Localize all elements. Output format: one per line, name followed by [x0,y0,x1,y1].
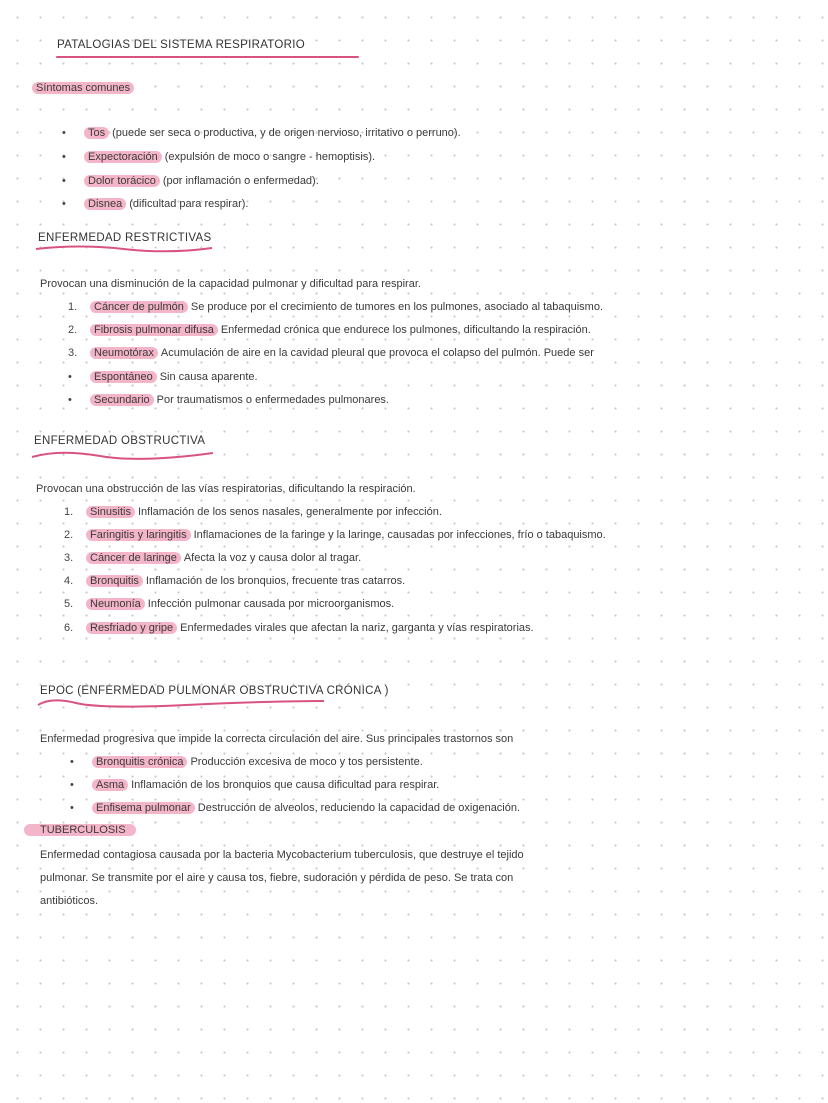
list-item [70,800,520,816]
restrictivas-heading: ENFERMEDAD RESTRICTIVAS [38,232,212,244]
item-description: (puede ser seca o productiva, y de origen nervioso, irritativo o perruno). [112,127,461,139]
tuberculosis-text: Enfermedad contagiosa causada por la bacteria Mycobacterium tuberculosis, que destruye el tejido [40,849,524,861]
item-description: Infección pulmonar causada por microorganismos. [147,598,395,610]
list-marker: 1. [64,506,74,518]
wavy-underline [36,697,326,711]
tuberculosis-text: antibióticos. [40,895,99,907]
highlighted-term: Sinusitis [86,506,135,518]
item-description: Inflamación de los bronquios, frecuente tras catarros. [145,575,406,587]
list-marker: • [62,127,66,139]
highlighted-term: Asma [92,779,128,791]
list-item [62,149,375,165]
list-marker: 3. [68,347,78,359]
epoc-intro: Enfermedad progresiva que impide la correcta circulación del aire. Sus principales trastornos son [40,733,514,745]
list-marker: 6. [64,622,74,634]
list-item [68,392,389,408]
list-item [68,369,258,385]
list-marker: 2. [68,324,78,336]
list-marker: 4. [64,575,74,587]
obstructiva-intro: Provocan una obstrucción de las vías respiratorias, dificultando la respiración. [36,483,416,495]
list-marker: • [70,802,74,814]
list-item [64,596,394,612]
list-marker: 3. [64,552,74,564]
highlighted-term: Espontáneo [90,371,157,383]
highlighted-term: Secundario [90,394,154,406]
list-item [64,550,361,566]
highlighted-term: Neumonía [86,598,145,610]
list-marker: • [62,175,66,187]
highlighted-term: Bronquitis [86,575,143,587]
tuberculosis-heading: TUBERCULOSIS [24,822,139,838]
list-item [64,527,606,543]
highlighted-term: Bronquitis crónica [92,756,187,768]
item-description: (expulsión de moco o sangre - hemoptisis). [164,151,376,163]
wavy-underline [30,447,215,461]
item-description: Sin causa aparente. [159,371,258,383]
highlighted-term: Fibrosis pulmonar difusa [90,324,218,336]
item-description: Enfermedades virales que afectan la nariz, garganta y vías respiratorias. [180,622,534,634]
list-item [70,777,439,793]
highlighted-term: Tos [84,127,109,139]
page-title: PATALOGIAS DEL SISTEMA RESPIRATORIO [57,39,306,51]
sintomas-heading: Síntomas comunes [32,80,137,96]
tuberculosis-text: pulmonar. Se transmite por el aire y causa tos, fiebre, sudoración y pérdida de peso. Se trata con [40,872,514,884]
item-description: Producción excesiva de moco y tos persistente. [190,756,423,768]
item-description: Se produce por el crecimiento de tumores en los pulmones, asociado al tabaquismo. [190,301,604,313]
highlighted-term: Cáncer de pulmón [90,301,188,313]
obstructiva-heading: ENFERMEDAD OBSTRUCTIVA [34,435,206,447]
list-item [64,573,405,589]
item-description: Acumulación de aire en la cavidad pleural que provoca el colapso del pulmón. Puede ser [160,347,594,359]
item-description: Inflamaciones de la faringe y la laringe, causadas por infecciones, frío o tabaquismo. [193,529,606,541]
list-marker: • [68,371,72,383]
list-item [68,322,591,338]
item-description: Por traumatismos o enfermedades pulmonares. [156,394,389,406]
item-description: Enfermedad crónica que endurece los pulmones, dificultando la respiración. [220,324,591,336]
highlighted-term: Expectoración [84,151,162,163]
wavy-underline [34,244,214,254]
list-item [68,345,594,361]
list-marker: • [62,151,66,163]
list-item [62,196,248,212]
list-marker: 2. [64,529,74,541]
list-marker: • [62,198,66,210]
highlighted-term: Neumotórax [90,347,158,359]
epoc-heading: EPOC (ENFERMEDAD PULMONAR OBSTRUCTIVA CRÓNICA ) [40,685,389,697]
item-description: Afecta la voz y causa dolor al tragar. [183,552,362,564]
highlighted-term: Resfriado y gripe [86,622,177,634]
highlighted-term: Disnea [84,198,126,210]
list-item [64,620,534,636]
highlighted-term: Cáncer de laringe [86,552,181,564]
list-marker: • [70,756,74,768]
list-item [68,299,603,315]
item-description: Inflamación de los bronquios que causa dificultad para respirar. [131,779,440,791]
list-item [64,504,442,520]
highlighted-term: Dolor torácico [84,175,160,187]
list-marker: • [68,394,72,406]
list-item [70,754,423,770]
list-item [62,125,461,141]
item-description: (por inflamación o enfermedad). [162,175,319,187]
item-description: Inflamación de los senos nasales, generalmente por infección. [137,506,442,518]
list-marker: 1. [68,301,78,313]
item-description: Destrucción de alveolos, reduciendo la capacidad de oxigenación. [197,802,521,814]
item-description: (dificultad para respirar). [129,198,249,210]
title-underline [55,54,360,60]
list-marker: 5. [64,598,74,610]
restrictivas-intro: Provocan una disminución de la capacidad pulmonar y dificultad para respirar. [40,278,421,290]
highlighted-term: Enfisema pulmonar [92,802,195,814]
list-marker: • [70,779,74,791]
list-item [62,173,319,189]
highlighted-term: Faringitis y laringitis [86,529,191,541]
